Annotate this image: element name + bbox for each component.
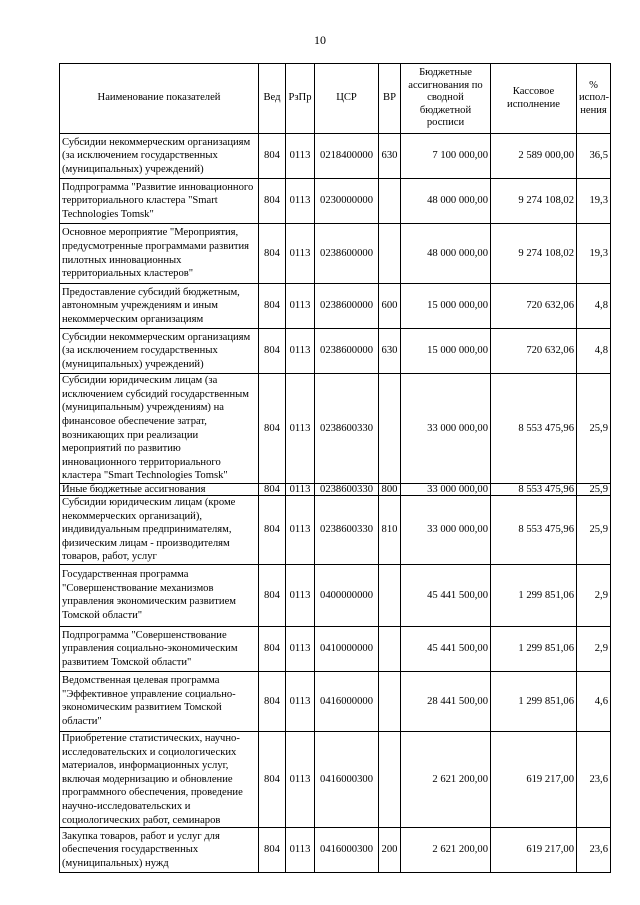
header-vr: ВР: [379, 64, 401, 134]
row-name: Ведомственная целевая программа "Эффективное управление социально-экономическим развитием Томской области": [60, 671, 259, 731]
row-cash: 619 217,00: [491, 731, 577, 827]
row-csr: 0238600000: [315, 224, 379, 284]
row-budget: 45 441 500,00: [401, 564, 491, 626]
row-ved: 804: [259, 828, 286, 873]
row-pct: 25,9: [577, 374, 611, 484]
table-row: [60, 496, 611, 565]
row-budget: 48 000 000,00: [401, 224, 491, 284]
row-csr: 0218400000: [315, 134, 379, 179]
row-rzpr: 0113: [286, 224, 315, 284]
row-budget: 48 000 000,00: [401, 179, 491, 224]
row-vr: 600: [379, 284, 401, 329]
row-rzpr: 0113: [286, 731, 315, 827]
row-cash: 9 274 108,02: [491, 224, 577, 284]
table-row: [60, 284, 611, 329]
row-rzpr: 0113: [286, 496, 315, 565]
row-ved: 804: [259, 134, 286, 179]
row-pct: 36,5: [577, 134, 611, 179]
row-csr: 0416000000: [315, 671, 379, 731]
row-cash: 2 589 000,00: [491, 134, 577, 179]
row-ved: 804: [259, 329, 286, 374]
row-name: Субсидии некоммерческим организациям (за исключением государственных (муниципальных) учреждений): [60, 329, 259, 374]
row-cash: 9 274 108,02: [491, 179, 577, 224]
row-pct: 4,6: [577, 671, 611, 731]
row-pct: 19,3: [577, 224, 611, 284]
row-vr: [379, 564, 401, 626]
table-row: [60, 828, 611, 873]
header-ved: Вед: [259, 64, 286, 134]
header-budget: Бюджетные ассигнования по сводной бюджетной росписи: [401, 64, 491, 134]
row-csr: 0238600000: [315, 329, 379, 374]
row-ved: 804: [259, 671, 286, 731]
row-rzpr: 0113: [286, 484, 315, 496]
row-rzpr: 0113: [286, 179, 315, 224]
row-budget: 33 000 000,00: [401, 484, 491, 496]
row-csr: 0238600330: [315, 484, 379, 496]
row-cash: 8 553 475,96: [491, 496, 577, 565]
header-rzpr: РзПр: [286, 64, 315, 134]
row-ved: 804: [259, 564, 286, 626]
row-csr: 0400000000: [315, 564, 379, 626]
row-budget: 33 000 000,00: [401, 496, 491, 565]
row-ved: 804: [259, 224, 286, 284]
row-pct: 23,6: [577, 828, 611, 873]
row-cash: 1 299 851,06: [491, 671, 577, 731]
row-name: Субсидии юридическим лицам (за исключением субсидий государственным (муниципальным) учреждениям) на финансовое обеспечение затрат, возникающих при реализации мероприятий по развитию инновационного территориального кластера "Smart Technologies Tomsk": [60, 374, 259, 484]
row-cash: 1 299 851,06: [491, 564, 577, 626]
budget-execution-table: [59, 63, 611, 873]
table-row: [60, 626, 611, 671]
row-budget: 33 000 000,00: [401, 374, 491, 484]
row-vr: [379, 731, 401, 827]
row-budget: 45 441 500,00: [401, 626, 491, 671]
row-cash: 8 553 475,96: [491, 374, 577, 484]
row-ved: 804: [259, 284, 286, 329]
header-csr: ЦСР: [315, 64, 379, 134]
table-row: [60, 731, 611, 827]
row-csr: 0410000000: [315, 626, 379, 671]
row-csr: 0238600330: [315, 496, 379, 565]
row-name: Государственная программа "Совершенствование механизмов управления экономическим развитием Томской области": [60, 564, 259, 626]
page-number: 10: [314, 33, 326, 47]
row-cash: 720 632,06: [491, 284, 577, 329]
row-ved: 804: [259, 179, 286, 224]
row-csr: 0416000300: [315, 731, 379, 827]
row-csr: 0238600330: [315, 374, 379, 484]
row-cash: 8 553 475,96: [491, 484, 577, 496]
row-csr: 0416000300: [315, 828, 379, 873]
row-name: Предоставление субсидий бюджетным, автономным учреждениям и иным некоммерческим организациям: [60, 284, 259, 329]
row-rzpr: 0113: [286, 671, 315, 731]
row-ved: 804: [259, 374, 286, 484]
row-name: Приобретение статистических, научно-исследовательских и социологических материалов, информационных услуг, включая модернизацию и обновление программного обеспечения, проведение научно-исследовательских и социологических работ, семинаров: [60, 731, 259, 827]
table-row: [60, 374, 611, 484]
row-vr: 200: [379, 828, 401, 873]
table-row: [60, 564, 611, 626]
row-pct: 2,9: [577, 626, 611, 671]
row-csr: 0238600000: [315, 284, 379, 329]
row-pct: 25,9: [577, 484, 611, 496]
row-rzpr: 0113: [286, 828, 315, 873]
row-pct: 23,6: [577, 731, 611, 827]
row-pct: 19,3: [577, 179, 611, 224]
row-budget: 28 441 500,00: [401, 671, 491, 731]
row-ved: 804: [259, 731, 286, 827]
row-name: Иные бюджетные ассигнования: [60, 484, 259, 496]
row-ved: 804: [259, 484, 286, 496]
row-vr: 810: [379, 496, 401, 565]
row-vr: 630: [379, 329, 401, 374]
row-rzpr: 0113: [286, 374, 315, 484]
row-name: Подпрограмма "Развитие инновационного территориального кластера "Smart Technologies Tomsk": [60, 179, 259, 224]
table-row: [60, 484, 611, 496]
table-row: [60, 671, 611, 731]
row-vr: [379, 374, 401, 484]
row-budget: 2 621 200,00: [401, 828, 491, 873]
row-vr: [379, 224, 401, 284]
table-row: [60, 179, 611, 224]
row-name: Субсидии некоммерческим организациям (за исключением государственных (муниципальных) учреждений): [60, 134, 259, 179]
row-pct: 25,9: [577, 496, 611, 565]
row-name: Субсидии юридическим лицам (кроме некоммерческих организаций), индивидуальным предпринимателям, физическим лицам - производителям товаров, работ, услуг: [60, 496, 259, 565]
row-rzpr: 0113: [286, 564, 315, 626]
row-cash: 720 632,06: [491, 329, 577, 374]
row-ved: 804: [259, 496, 286, 565]
row-csr: 0230000000: [315, 179, 379, 224]
row-pct: 4,8: [577, 329, 611, 374]
row-rzpr: 0113: [286, 134, 315, 179]
row-budget: 2 621 200,00: [401, 731, 491, 827]
row-name: Подпрограмма "Совершенствование управления социально-экономическим развитием Томской области": [60, 626, 259, 671]
row-vr: [379, 626, 401, 671]
row-rzpr: 0113: [286, 626, 315, 671]
row-rzpr: 0113: [286, 284, 315, 329]
row-vr: [379, 671, 401, 731]
row-pct: 2,9: [577, 564, 611, 626]
row-cash: 619 217,00: [491, 828, 577, 873]
table-row: [60, 134, 611, 179]
table-header-row: [60, 64, 611, 134]
row-vr: 630: [379, 134, 401, 179]
row-ved: 804: [259, 626, 286, 671]
header-cash: Кассовое исполнение: [491, 64, 577, 134]
row-rzpr: 0113: [286, 329, 315, 374]
row-name: Основное мероприятие "Мероприятия, предусмотренные программами развития пилотных инновационных территориальных кластеров": [60, 224, 259, 284]
header-pct: % испол-нения: [577, 64, 611, 134]
table-row: [60, 224, 611, 284]
row-budget: 15 000 000,00: [401, 329, 491, 374]
row-budget: 7 100 000,00: [401, 134, 491, 179]
row-name: Закупка товаров, работ и услуг для обеспечения государственных (муниципальных) нужд: [60, 828, 259, 873]
header-name: Наименование показателей: [60, 64, 259, 134]
row-cash: 1 299 851,06: [491, 626, 577, 671]
row-pct: 4,8: [577, 284, 611, 329]
table-row: [60, 329, 611, 374]
row-budget: 15 000 000,00: [401, 284, 491, 329]
row-vr: 800: [379, 484, 401, 496]
row-vr: [379, 179, 401, 224]
